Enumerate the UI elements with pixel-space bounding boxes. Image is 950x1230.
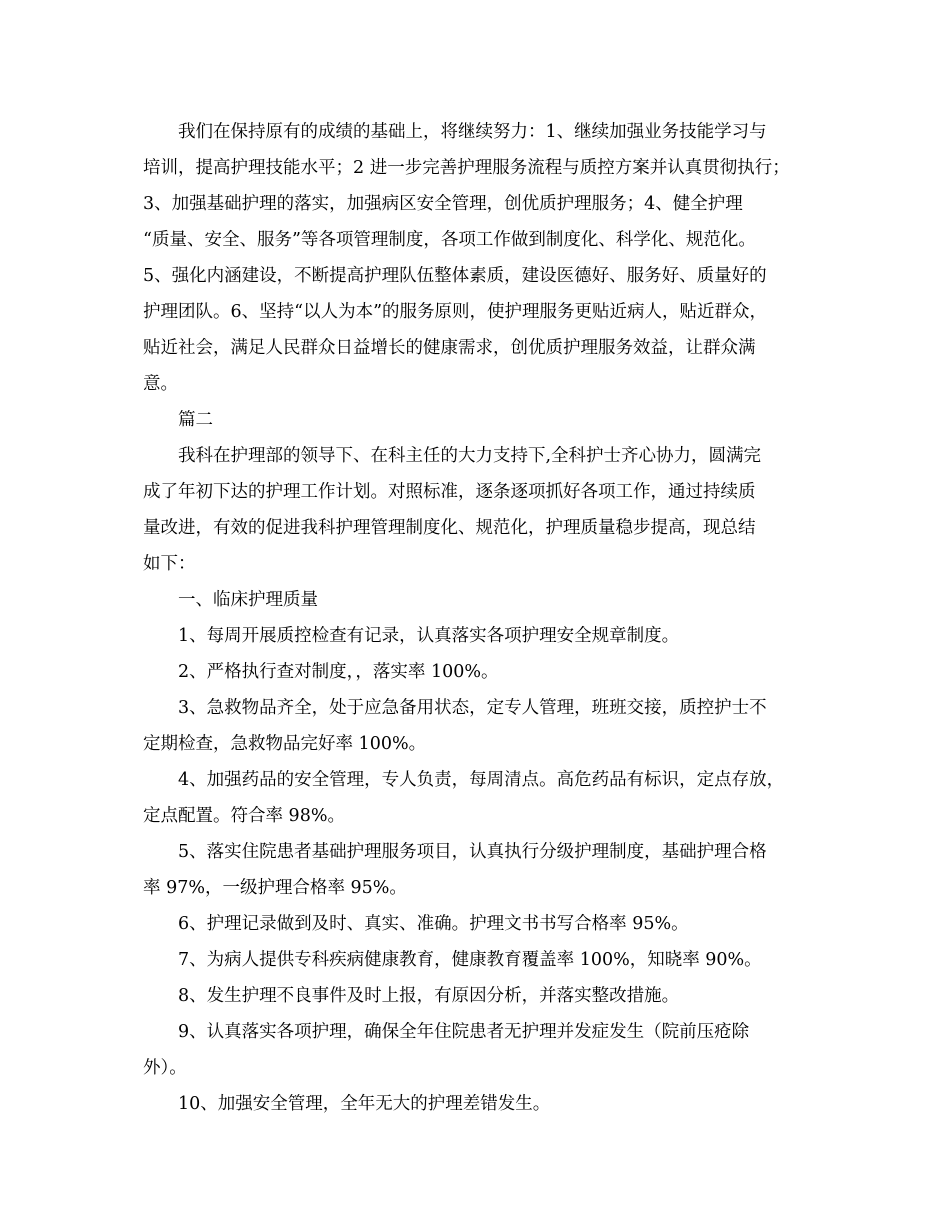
list-item: 6、护理记录做到及时、真实、准确。护理文书书写合格率 95%。 bbox=[178, 914, 689, 934]
section-heading: 篇二 bbox=[178, 410, 213, 430]
text-line: 3、加强基础护理的落实，加强病区安全管理，创优质护理服务；4、健全护理 bbox=[143, 194, 743, 214]
text-line: 贴近社会，满足人民群众日益增长的健康需求，创优质护理服务效益，让群众满 bbox=[143, 338, 756, 358]
list-item-continuation: 定点配置。符合率 98%。 bbox=[143, 806, 345, 826]
list-item: 4、加强药品的安全管理，专人负责，每周清点。高危药品有标识，定点存放， bbox=[178, 770, 785, 790]
text-line: 我科在护理部的领导下、在科主任的大力支持下,全科护士齐心协力，圆满完 bbox=[178, 446, 762, 466]
text-line: 成了年初下达的护理工作计划。对照标准，逐条逐项抓好各项工作，通过持续质 bbox=[143, 482, 756, 502]
list-item-continuation: 外）。 bbox=[143, 1058, 187, 1078]
text-line: 量改进，有效的促进我科护理管理制度化、规范化，护理质量稳步提高，现总结 bbox=[143, 518, 756, 538]
text-line: 我们在保持原有的成绩的基础上，将继续努力：1、继续加强业务技能学习与 bbox=[178, 122, 767, 142]
list-item: 5、落实住院患者基础护理服务项目，认真执行分级护理制度，基础护理合格 bbox=[178, 842, 767, 862]
subsection-heading: 一、临床护理质量 bbox=[178, 590, 318, 610]
list-item: 10、加强安全管理，全年无大的护理差错发生。 bbox=[178, 1094, 551, 1114]
list-item: 1、每周开展质控检查有记录，认真落实各项护理安全规章制度。 bbox=[178, 626, 680, 646]
text-line: 培训，提高护理技能水平；2 进一步完善护理服务流程与质控方案并认真贯彻执行； bbox=[143, 158, 790, 178]
text-line: 5、强化内涵建设，不断提高护理队伍整体素质，建设医德好、服务好、质量好的 bbox=[143, 266, 767, 286]
list-item-continuation: 率 97%，一级护理合格率 95%。 bbox=[143, 878, 407, 898]
list-item: 9、认真落实各项护理，确保全年住院患者无护理并发症发生（院前压疮除 bbox=[178, 1022, 750, 1042]
text-line: “质量、安全、服务”等各项管理制度，各项工作做到制度化、科学化、规范化。 bbox=[143, 230, 756, 250]
list-item: 3、急救物品齐全，处于应急备用状态，定专人管理，班班交接，质控护士不 bbox=[178, 698, 767, 718]
text-line: 意。 bbox=[143, 374, 178, 394]
list-item-continuation: 定期检查，急救物品完好率 100%。 bbox=[143, 734, 427, 754]
list-item: 8、发生护理不良事件及时上报，有原因分析，并落实整改措施。 bbox=[178, 986, 680, 1006]
list-item: 2、严格执行查对制度，，落实率 100%。 bbox=[178, 662, 499, 682]
text-line: 如下： bbox=[143, 554, 196, 574]
text-line: 护理团队。6、坚持“以人为本”的服务原则，使护理服务更贴近病人，贴近群众， bbox=[143, 302, 768, 322]
list-item: 7、为病人提供专科疾病健康教育，健康教育覆盖率 100%，知晓率 90%。 bbox=[178, 950, 762, 970]
document-body bbox=[143, 114, 823, 1122]
